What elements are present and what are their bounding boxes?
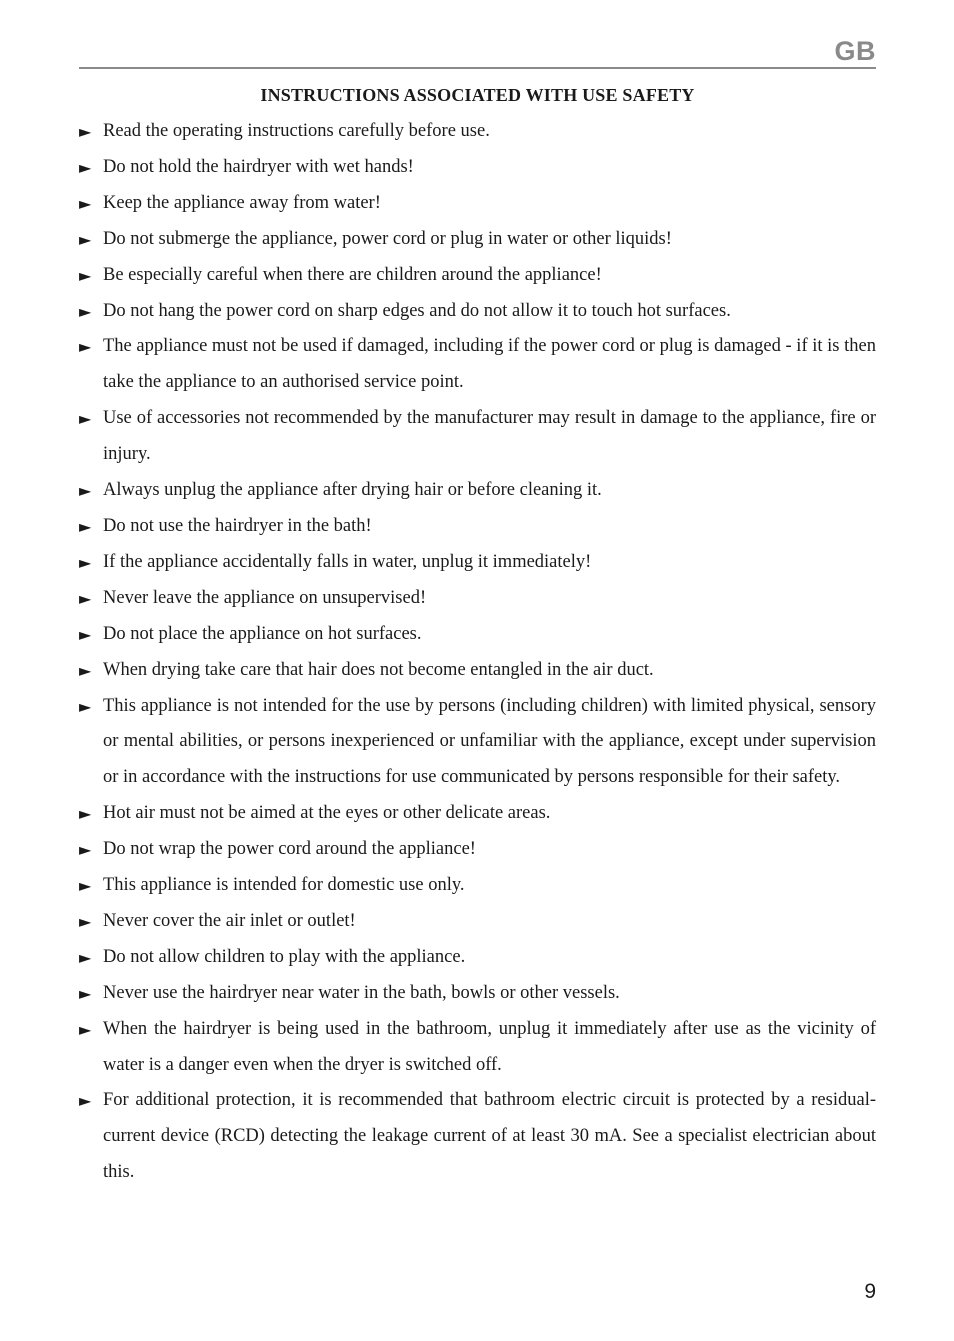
instruction-item <box>79 581 876 617</box>
instruction-text: Never cover the air inlet or outlet! <box>103 910 356 931</box>
instruction-text: If the appliance accidentally falls in water, unplug it immediately! <box>103 551 592 572</box>
instruction-item <box>79 473 876 509</box>
instruction-item <box>79 617 876 653</box>
triangle-bullet-icon: ► <box>79 696 92 716</box>
triangle-bullet-icon: ► <box>79 983 92 1003</box>
instruction-text: Do not wrap the power cord around the appliance! <box>103 839 476 860</box>
page-number: 9 <box>864 1280 876 1303</box>
instruction-item <box>79 868 876 904</box>
instruction-text: Hot air must not be aimed at the eyes or other delicate areas. <box>103 803 551 824</box>
safety-instructions-list <box>79 114 876 1191</box>
instruction-text: Be especially careful when there are children around the appliance! <box>103 264 602 285</box>
instruction-item <box>79 401 876 473</box>
instruction-text: This appliance is not intended for the use by persons (including children) with limited physical, sensory or mental abilities, or persons inexperienced or unfamiliar with the appliance, except under supervision or in accordance with the instructions for use communicated by persons responsible for their safety. <box>103 695 876 788</box>
instruction-item <box>79 689 876 797</box>
triangle-bullet-icon: ► <box>79 1091 92 1111</box>
instruction-text: This appliance is intended for domestic use only. <box>103 875 465 896</box>
instruction-item <box>79 832 876 868</box>
triangle-bullet-icon: ► <box>79 1019 92 1039</box>
header-divider <box>79 67 876 69</box>
instruction-text: Do not place the appliance on hot surfaces. <box>103 623 422 644</box>
triangle-bullet-icon: ► <box>79 947 92 967</box>
page-title: INSTRUCTIONS ASSOCIATED WITH USE SAFETY <box>260 85 695 105</box>
triangle-bullet-icon: ► <box>79 337 92 357</box>
instruction-text: Always unplug the appliance after drying hair or before cleaning it. <box>103 480 602 501</box>
triangle-bullet-icon: ► <box>79 229 92 249</box>
instruction-text: Never leave the appliance on unsupervised! <box>103 587 427 608</box>
instruction-text: For additional protection, it is recommended that bathroom electric circuit is protected by a residual-current device (RCD) detecting the leakage current of at least 30 mA. See a specialist electrician about this. <box>103 1090 876 1183</box>
triangle-bullet-icon: ► <box>79 840 92 860</box>
instruction-item <box>79 653 876 689</box>
instruction-text: Do not use the hairdryer in the bath! <box>103 515 372 536</box>
instruction-text: Do not allow children to play with the appliance. <box>103 946 466 967</box>
triangle-bullet-icon: ► <box>79 122 92 141</box>
instruction-item <box>79 114 876 150</box>
instruction-text: Use of accessories not recommended by the manufacturer may result in damage to the appliance, fire or injury. <box>103 408 876 465</box>
instruction-item <box>79 1083 876 1191</box>
instruction-item <box>79 940 876 976</box>
instruction-item <box>79 1012 876 1084</box>
instruction-item <box>79 509 876 545</box>
instruction-text: Do not submerge the appliance, power cord or plug in water or other liquids! <box>103 228 672 249</box>
triangle-bullet-icon: ► <box>79 876 92 896</box>
instruction-text: Never use the hairdryer near water in the bath, bowls or other vessels. <box>103 982 620 1003</box>
triangle-bullet-icon: ► <box>79 660 92 680</box>
instruction-item <box>79 976 876 1012</box>
instruction-item <box>79 258 876 294</box>
instruction-item <box>79 545 876 581</box>
instruction-item <box>79 222 876 258</box>
triangle-bullet-icon: ► <box>79 804 92 824</box>
triangle-bullet-icon: ► <box>79 301 92 321</box>
instruction-item <box>79 904 876 940</box>
instruction-text: Keep the appliance away from water! <box>103 192 381 213</box>
triangle-bullet-icon: ► <box>79 265 92 285</box>
triangle-bullet-icon: ► <box>79 516 92 536</box>
instruction-item <box>79 294 876 330</box>
instruction-text: Do not hold the hairdryer with wet hands! <box>103 156 414 177</box>
instruction-item <box>79 186 876 222</box>
triangle-bullet-icon: ► <box>79 193 92 213</box>
triangle-bullet-icon: ► <box>79 157 92 177</box>
triangle-bullet-icon: ► <box>79 409 92 429</box>
instruction-text: Read the operating instructions carefully before use. <box>103 121 490 141</box>
language-code: GB <box>834 36 876 66</box>
instruction-item <box>79 796 876 832</box>
triangle-bullet-icon: ► <box>79 624 92 644</box>
triangle-bullet-icon: ► <box>79 481 92 501</box>
triangle-bullet-icon: ► <box>79 552 92 572</box>
instruction-text: When drying take care that hair does not become entangled in the air duct. <box>103 659 654 680</box>
instruction-item <box>79 329 876 401</box>
instruction-text: When the hairdryer is being used in the bathroom, unplug it immediately after use as the vicinity of water is a danger even when the dryer is switched off. <box>103 1018 876 1075</box>
triangle-bullet-icon: ► <box>79 588 92 608</box>
instruction-item <box>79 150 876 186</box>
instruction-text: The appliance must not be used if damaged, including if the power cord or plug is damaged - if it is then take the appliance to an authorised service point. <box>103 336 876 393</box>
instruction-text: Do not hang the power cord on sharp edges and do not allow it to touch hot surfaces. <box>103 300 731 321</box>
triangle-bullet-icon: ► <box>79 911 92 931</box>
